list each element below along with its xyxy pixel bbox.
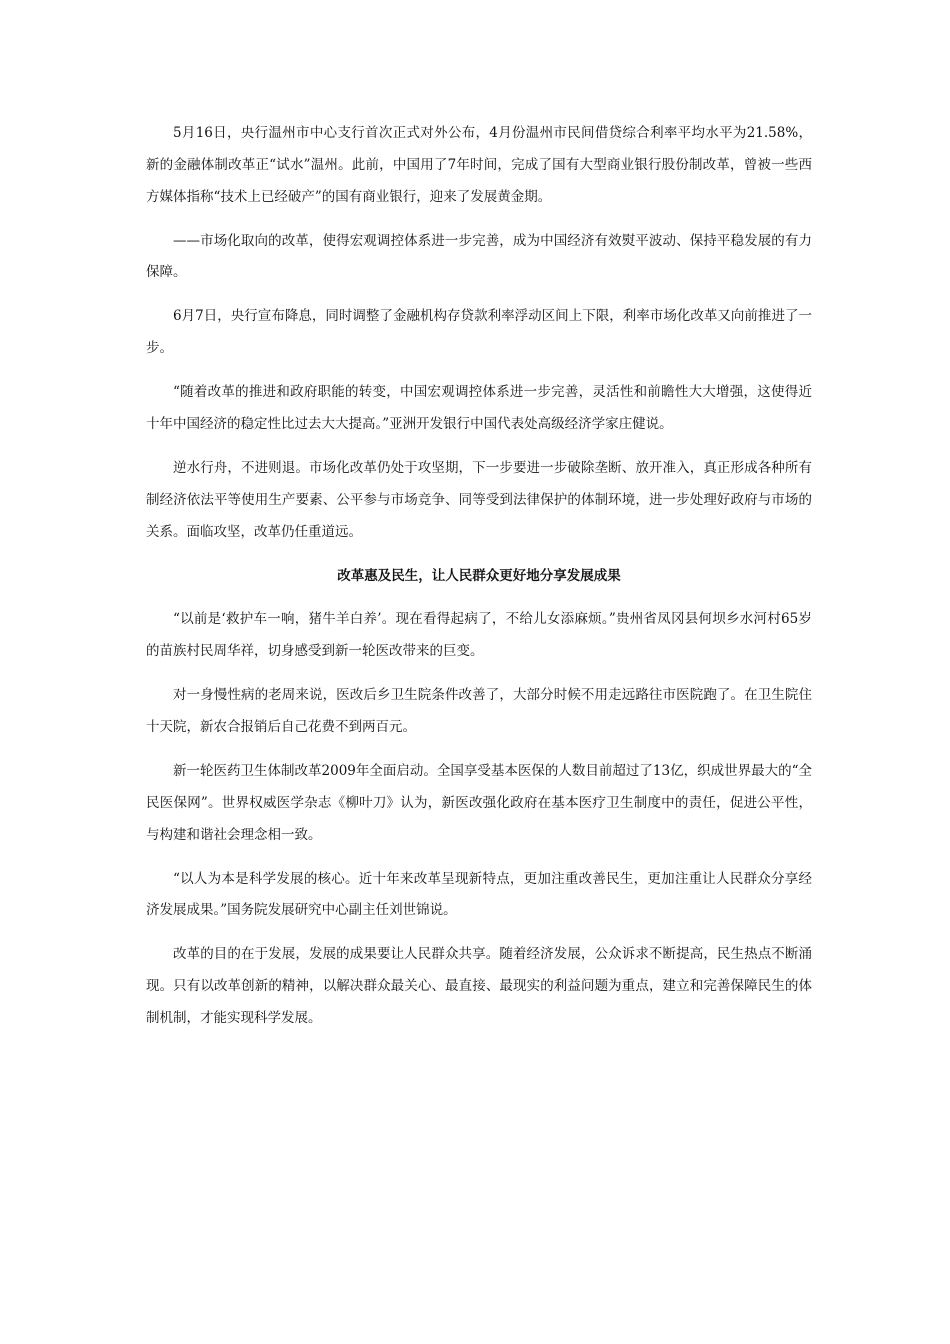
paragraph-macro-control: ——市场化取向的改革，使得宏观调控体系进一步完善，成为中国经济有效熨平波动、保持平稳发展的有力保障。: [146, 232, 812, 281]
paragraph-conclusion: 改革的目的在于发展，发展的成果要让人民群众共享。随着经济发展，公众诉求不断提高，民生热点不断涌现。只有以改革创新的精神，以解决群众最关心、最直接、最现实的利益问题为重点，建立和完善保障民生的体制机制，才能实现科学发展。: [146, 946, 812, 1026]
paragraph-drc-quote: “以人为本是科学发展的核心。近十年来改革呈现新特点，更加注重改善民生，更加注重让人民群众分享经济发展成果。”国务院发展研究中心副主任刘世锦说。: [146, 870, 812, 919]
paragraph-interest-rate-wenzhou: 5月16日，央行温州市中心支行首次正式对外公布，4月份温州市民间借贷综合利率平均水平为21.58%，新的金融体制改革正“试水”温州。此前，中国用了7年时间，完成了国有大型商业银行股份制改革，曾被一些西方媒体指称“技术上已经破产”的国有商业银行，迎来了发展黄金期。: [146, 125, 812, 205]
paragraph-rate-cut: 6月7日，央行宣布降息，同时调整了金融机构存贷款利率浮动区间上下限，利率市场化改革又向前推进了一步。: [146, 308, 812, 357]
paragraph-health-reform-effect: 对一身慢性病的老周来说，医改后乡卫生院条件改善了，大部分时候不用走远路往市医院跑了。在卫生院住十天院，新农合报销后自己花费不到两百元。: [146, 687, 812, 736]
paragraph-adb-quote: “随着改革的推进和政府职能的转变，中国宏观调控体系进一步完善，灵活性和前瞻性大大增强，这使得近十年中国经济的稳定性比过去大大提高。”亚洲开发银行中国代表处高级经济学家庄健说。: [146, 384, 812, 432]
paragraph-villager-quote: “以前是‘救护车一响，猪牛羊白养’。现在看得起病了，不给儿女添麻烦。”贵州省凤冈县何坝乡水河村65岁的苗族村民周华祥，切身感受到新一轮医改带来的巨变。: [146, 611, 812, 660]
paragraph-market-reform: 逆水行舟，不进则退。市场化改革仍处于攻坚期，下一步要进一步破除垄断、放开准入，真正形成各种所有制经济依法平等使用生产要素、公平参与市场竞争、同等受到法律保护的体制环境，进一步处理好政府与市场的关系。面临攻坚，改革仍任重道远。: [146, 459, 812, 540]
paragraph-medical-insurance: 新一轮医药卫生体制改革2009年全面启动。全国享受基本医保的人数目前超过了13亿，织成世界最大的“全民医保网”。世界权威医学杂志《柳叶刀》认为，新医改强化政府在基本医疗卫生制度中的责任，促进公平性，与构建和谐社会理念相一致。: [146, 763, 812, 843]
article-body: [146, 118, 812, 1047]
section-heading: 改革惠及民生，让人民群众更好地分享发展成果: [337, 567, 621, 584]
